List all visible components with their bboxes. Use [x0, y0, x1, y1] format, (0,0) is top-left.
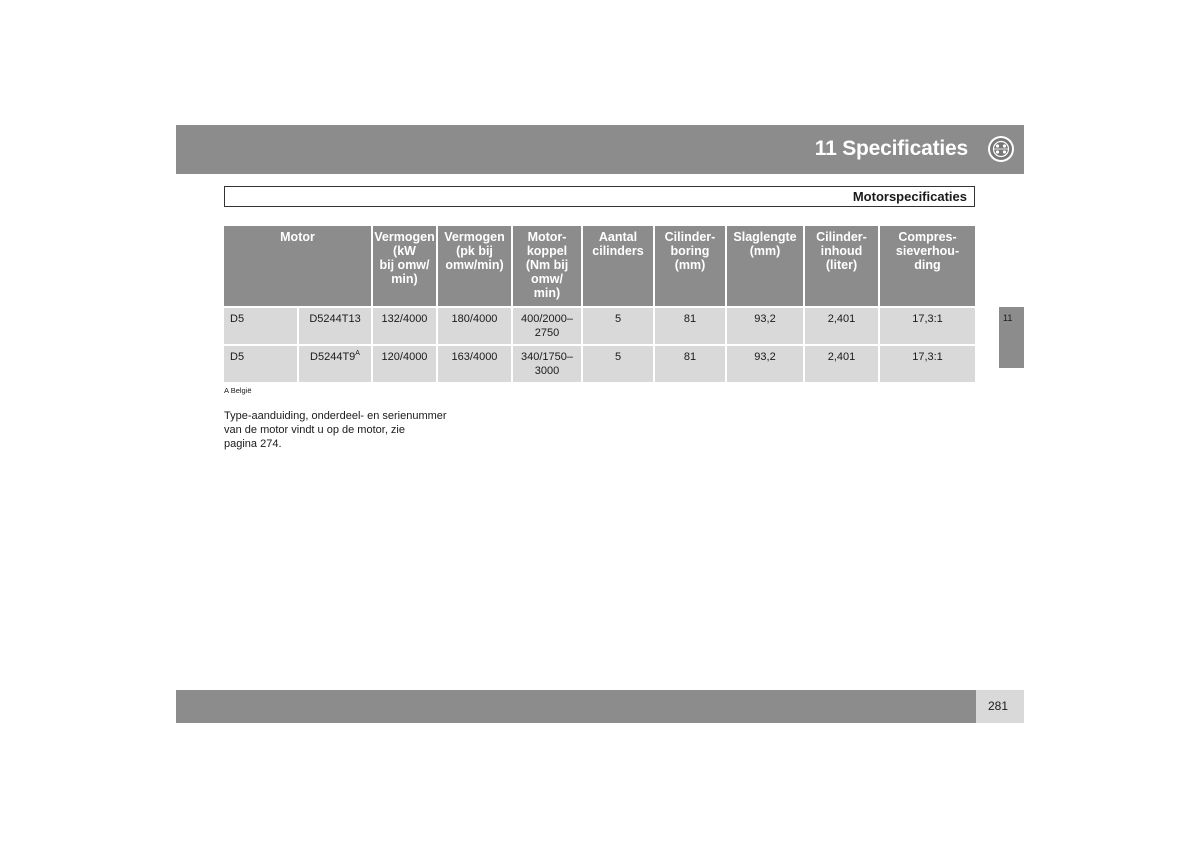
cell-power-kw: 132/4000 [372, 307, 437, 345]
cell-motor: D5 [224, 307, 298, 345]
chapter-title: 11 Specificaties [814, 137, 968, 160]
volvo-wheel-icon [988, 136, 1014, 162]
section-title: Motorspecificaties [852, 189, 967, 204]
side-tab-label: 11 [1003, 313, 1013, 323]
header-displacement: Cilinder- inhoud (liter) [804, 226, 879, 307]
cell-torque: 340/1750– 3000 [512, 345, 582, 382]
cell-engine-code: $D5244T9^A$ [298, 345, 372, 382]
header-motor: Motor [224, 226, 372, 307]
chapter-header-bar [176, 125, 1024, 174]
cell-power-pk: 180/4000 [437, 307, 512, 345]
cell-power-kw: 120/4000 [372, 345, 437, 382]
page-number: 281 [988, 699, 1009, 713]
table-row [224, 345, 975, 382]
cell-stroke: 93,2 [726, 345, 804, 382]
cell-stroke: 93,2 [726, 307, 804, 345]
cell-displacement: 2,401 [804, 345, 879, 382]
body-paragraph: Type-aanduiding, onderdeel- en serienummer van de motor vindt u op de motor, zie pagina 274. [224, 410, 447, 450]
cell-engine-code: D5244T13 [298, 307, 372, 345]
engine-specs-table [224, 226, 975, 382]
table-header-row [224, 226, 975, 307]
chapter-side-tab [999, 307, 1024, 368]
footnote-marker: A [224, 386, 229, 395]
cell-bore: 81 [654, 345, 726, 382]
header-torque: Motor- koppel (Nm bij omw/ min) [512, 226, 582, 307]
header-compression: Compres- sieverhou- ding [879, 226, 975, 307]
footnote [224, 386, 252, 395]
cell-bore: 81 [654, 307, 726, 345]
cell-cylinders: 5 [582, 307, 654, 345]
cell-compression: 17,3:1 [879, 307, 975, 345]
cell-cylinders: 5 [582, 345, 654, 382]
footer-bar [176, 690, 976, 723]
header-stroke: Slaglengte (mm) [726, 226, 804, 307]
cell-displacement: 2,401 [804, 307, 879, 345]
header-bore: Cilinder- boring (mm) [654, 226, 726, 307]
header-power-kw: Vermogen (kW bij omw/ min) [372, 226, 437, 307]
footnote-text: België [230, 386, 252, 395]
cell-torque: 400/2000– 2750 [512, 307, 582, 345]
cell-compression: 17,3:1 [879, 345, 975, 382]
header-cylinders: Aantal cilinders [582, 226, 654, 307]
section-title-box [224, 186, 975, 207]
table-row [224, 307, 975, 345]
header-power-pk: Vermogen (pk bij omw/min) [437, 226, 512, 307]
cell-power-pk: 163/4000 [437, 345, 512, 382]
cell-motor: D5 [224, 345, 298, 382]
page-number-box [976, 690, 1024, 723]
